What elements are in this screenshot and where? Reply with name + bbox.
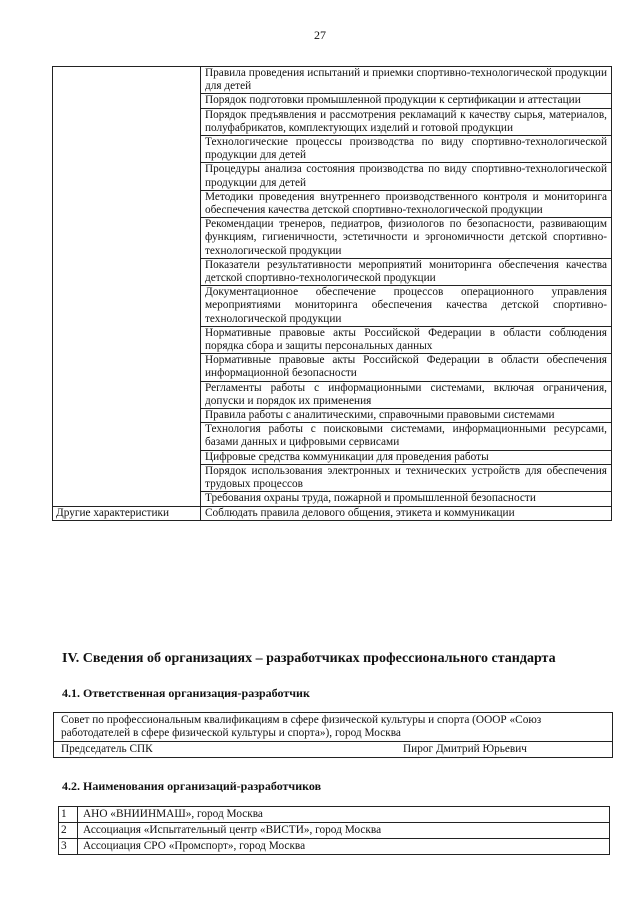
developer-name: АНО «ВНИИНМАШ», город Москва [78, 807, 610, 823]
chair-row [54, 742, 613, 758]
knowledge-item: Нормативные правовые акты Российской Федерации в области обеспечения информационной безопасности [201, 354, 612, 381]
responsible-org-row [54, 713, 613, 742]
knowledge-item: Нормативные правовые акты Российской Федерации в области соблюдения порядка сбора и защиты персональных данных [201, 326, 612, 353]
developer-number: 3 [59, 839, 78, 855]
knowledge-item: Цифровые средства коммуникации для проведения работы [201, 450, 612, 464]
developer-number: 1 [59, 807, 78, 823]
knowledge-item: Порядок предъявления и рассмотрения рекламаций к качеству сырья, материалов, полуфабрикатов, комплектующих изделий и готовой продукции [201, 108, 612, 135]
developer-name: Ассоциация СРО «Промспорт», город Москва [78, 839, 610, 855]
subsection-4-2-title: 4.2. Наименования организаций-разработчиков [62, 779, 322, 793]
knowledge-item: Технология работы с поисковыми системами, информационными ресурсами, базами данных и цифровыми сервисами [201, 423, 612, 450]
page-number: 27 [314, 28, 326, 42]
other-characteristics-label: Другие характеристики [53, 506, 201, 520]
knowledge-item: Показатели результативности мероприятий мониторинга обеспечения качества детской спортивно-технологической продукции [201, 258, 612, 285]
developer-name: Ассоциация «Испытательный центр «ВИСТИ», город Москва [78, 823, 610, 839]
label-cell-empty [53, 67, 201, 507]
developer-row [59, 807, 610, 823]
knowledge-table [52, 66, 612, 521]
knowledge-row [53, 67, 612, 94]
knowledge-item: Порядок использования электронных и технических устройств для обеспечения трудовых процессов [201, 464, 612, 491]
other-characteristics-value: Соблюдать правила делового общения, этикета и коммуникации [201, 506, 612, 520]
knowledge-item: Порядок подготовки промышленной продукции к сертификации и аттестации [201, 94, 612, 108]
subsection-4-1-title: 4.1. Ответственная организация-разработчик [62, 686, 310, 700]
knowledge-item: Технологические процессы производства по виду спортивно-технологической продукции для детей [201, 136, 612, 163]
chair-title: Председатель СПК [61, 743, 153, 755]
knowledge-item: Методики проведения внутреннего производственного контроля и мониторинга обеспечения качества детской спортивно-технологической продукции [201, 190, 612, 217]
developers-table [58, 806, 610, 855]
knowledge-item: Правила работы с аналитическими, справочными правовыми системами [201, 409, 612, 423]
knowledge-item: Правила проведения испытаний и приемки спортивно-технологической продукции для детей [201, 67, 612, 94]
section-4-title: IV. Сведения об организациях – разработчиках профессионального стандарта [62, 651, 556, 666]
knowledge-item: Документационное обеспечение процессов операционного управления мероприятиями мониторинга обеспечения качества детской спортивно-технологической продукции [201, 286, 612, 327]
knowledge-item: Требования охраны труда, пожарной и промышленной безопасности [201, 492, 612, 506]
other-characteristics-row [53, 506, 612, 520]
responsible-org-table [53, 712, 613, 758]
chair-name: Пирог Дмитрий Юрьевич [403, 743, 527, 755]
knowledge-item: Регламенты работы с информационными системами, включая ограничения, допуски и порядок их применения [201, 381, 612, 408]
developer-row [59, 823, 610, 839]
knowledge-item: Процедуры анализа состояния производства по виду спортивно-технологической продукции для детей [201, 163, 612, 190]
developer-number: 2 [59, 823, 78, 839]
knowledge-item: Рекомендации тренеров, педиатров, физиологов по безопасности, развивающим функциям, гигиеничности, эстетичности и эргономичности детской спортивно-технологической продукции [201, 218, 612, 259]
developer-row [59, 839, 610, 855]
responsible-org-cell: Совет по профессиональным квалификациям в сфере физической культуры и спорта (ОООР «Союз работодателей в сфере физической культуры и спорта»), город Москва [54, 713, 613, 742]
